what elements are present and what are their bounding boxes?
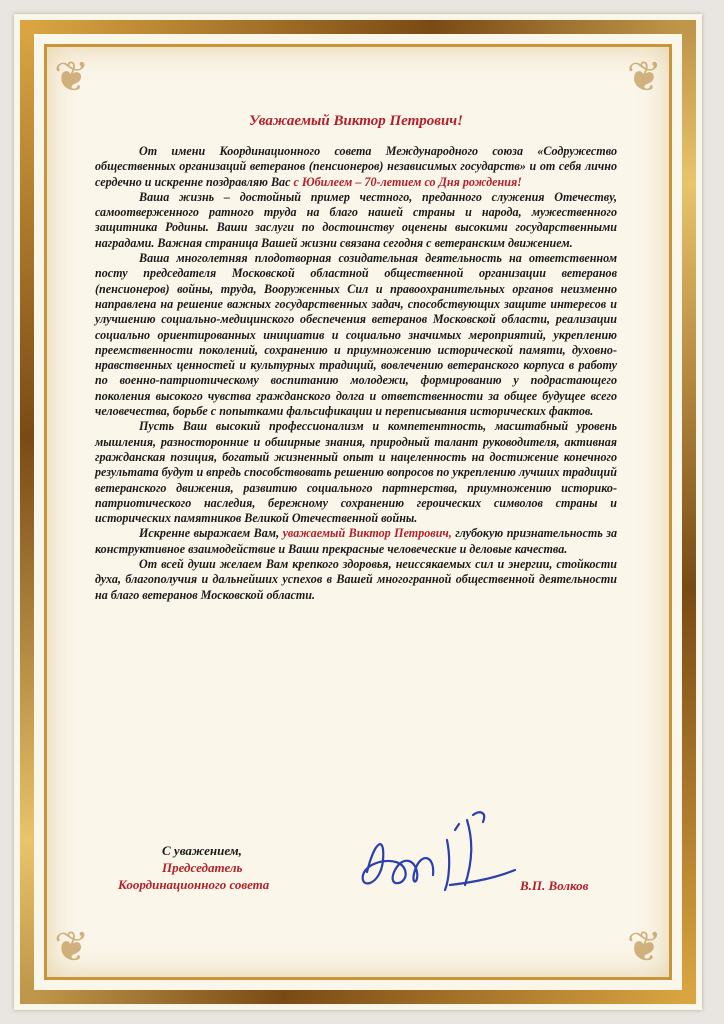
paragraph-wishes-professional: Пусть Ваш высокий профессионализм и компетентность, масштабный уровень мышления, разносторонние и обширные знания, природный талант руководителя, активная гражданская позиция, богатый жизненный опыт и нацеленность на достижение конечного результата будут и впредь способствовать решению вопросов по укреплению лучших традиций ветеранского движения, развитию социального партнерства, приумножению историко-патриотического наследия, бережному сохранению героических символов страны и исторических памятников Великой Отечественной войны. — [95, 419, 617, 526]
paragraph-gratitude: Искренне выражаем Вам, уважаемый Виктор Петрович, глубокую признательность за конструктивное взаимодействие и Ваши прекрасные человеческие и деловые качества. — [95, 526, 618, 556]
floral-corner-icon: ❦ — [54, 925, 90, 971]
letter-body — [95, 112, 617, 603]
letter-title: Уважаемый Виктор Петрович! — [249, 113, 463, 129]
signatory-name: В.П. Волков — [520, 878, 589, 893]
paragraph-activity: Ваша многолетняя плодотворная созидательная деятельность на ответственном посту председателя Московской областной общественной организации ветеранов (пенсионеров) войны, труда, Вооруженных Сил и правоохранительных органов неизменно направлена на решение важных государственных задач, способствующих защите интересов и улучшению социально-медицинского обеспечения ветеранов Московской области, реализации социально ориентированных инициатив и социально значимых мероприятий, укреплению преемственности поколений, сохранению и приумножению исторической памяти, духовно-нравственных ценностей и культурных традиций, вовлечению ветеранского корпуса в работу по военно-патриотическому воспитанию молодежи, формированию у подрастающего поколения высокого чувства гражданского долга и ответственности за общее будущее всего человечества, борьбе с попытками фальсификации и переписывания исторических фактов. — [95, 251, 617, 419]
regards-line: С уважением, — [162, 843, 242, 858]
position-line-1: Председатель — [162, 860, 243, 875]
paragraph-wishes: От всей души желаем Вам крепкого здоровья, неиссякаемых сил и энергии, стойкости духа, благополучия и дальнейших успехов в Вашей многогранной общественной деятельности на благо ветеранов Московской области. — [95, 557, 617, 602]
addressee-highlight: уважаемый Виктор Петрович, — [282, 526, 452, 541]
floral-corner-icon: ❦ — [626, 55, 662, 101]
floral-corner-icon: ❦ — [626, 925, 662, 971]
handwritten-signature — [355, 800, 525, 900]
floral-corner-icon: ❦ — [54, 55, 90, 101]
paragraph-life: Ваша жизнь – достойный пример честного, преданного служения Отечеству, самоотверженного ратного труда на благо нашей страны и народа, мужественного защитника Родины. Ваши заслуги по достоинству оценены высокими государственными наградами. Важная страница Вашей жизни связана сегодня с ветеранским движением. — [95, 189, 617, 250]
position-line-2: Координационного совета — [118, 877, 270, 892]
jubilee-highlight: с Юбилеем – 70-летием со Дня рождения! — [293, 174, 522, 189]
paragraph-greeting: От имени Координационного совета Международного союза «Содружество общественных организаций ветеранов (пенсионеров) независимых государств» и от себя лично сердечно и искренне поздравляю Вас с Юбилеем – 70-летием со Дня рождения! — [95, 144, 617, 189]
